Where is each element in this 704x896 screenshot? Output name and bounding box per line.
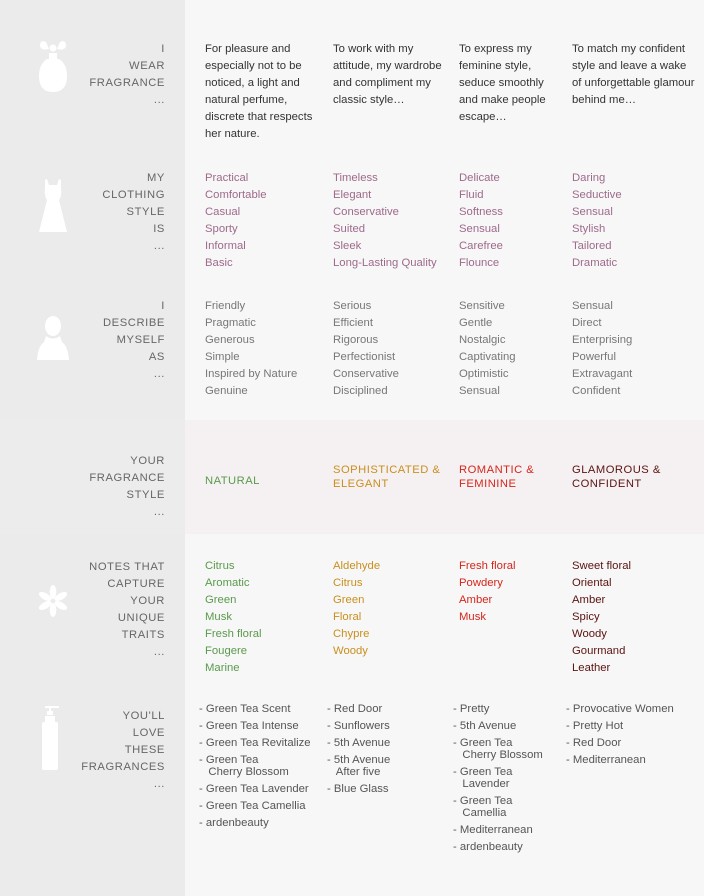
style-natural: NATURAL xyxy=(205,475,260,487)
row-clothing-label: MY CLOTHING STYLE IS ... xyxy=(102,172,165,252)
list-item[interactable]: - Green Tea Camellia xyxy=(199,800,306,812)
clothing-sophisticated-list xyxy=(333,170,437,272)
row-clothing xyxy=(0,153,704,281)
list-item[interactable]: - Red Door xyxy=(566,737,622,749)
lotion-bottle-icon xyxy=(36,705,70,771)
style-sophisticated: SOPHISTICATED & ELEGANT xyxy=(333,464,441,490)
list-item: Direct xyxy=(572,317,602,329)
list-item: Pragmatic xyxy=(205,317,256,329)
notes-sophisticated-list xyxy=(333,558,380,660)
list-item[interactable]: - Green Tea Intense xyxy=(199,720,299,732)
person-bust-icon xyxy=(36,314,70,362)
list-item[interactable]: - Green Tea Lavender xyxy=(199,783,309,795)
list-item[interactable]: - Provocative Women xyxy=(566,703,674,715)
perfume-bottle-icon xyxy=(36,40,70,94)
list-item[interactable]: - Green Tea Scent xyxy=(199,703,291,715)
list-item: Musk xyxy=(459,611,486,623)
list-item: Green xyxy=(333,594,365,606)
list-item: Fresh floral xyxy=(205,628,262,640)
list-item[interactable]: - Red Door xyxy=(327,703,383,715)
list-item: Chypre xyxy=(333,628,370,640)
row-love xyxy=(0,687,704,896)
list-item[interactable]: - Green Tea Revitalize xyxy=(199,737,311,749)
list-item[interactable]: - Sunflowers xyxy=(327,720,390,732)
list-item: Suited xyxy=(333,223,366,235)
list-item: Stylish xyxy=(572,223,606,235)
clothing-romantic-list xyxy=(459,170,503,272)
wear-glamorous-text: To match my confident style and leave a wake of unforgettable glamour behind me… xyxy=(572,43,695,106)
list-item: Citrus xyxy=(205,560,235,572)
row-style xyxy=(0,420,704,534)
list-item: Conservative xyxy=(333,206,399,218)
list-item: Enterprising xyxy=(572,334,633,346)
row-notes xyxy=(0,534,704,687)
notes-romantic-list xyxy=(459,558,516,626)
list-item: Tailored xyxy=(572,240,612,252)
row-notes-label: NOTES THAT CAPTURE YOUR UNIQUE TRAITS ... xyxy=(89,561,165,658)
list-item[interactable]: - 5th Avenue xyxy=(453,720,517,732)
list-item[interactable]: - 5th Avenue xyxy=(327,737,391,749)
row-wear xyxy=(0,0,704,153)
list-item[interactable]: - Green Tea Camellia xyxy=(453,795,513,819)
row-wear-label: I WEAR FRAGRANCE ... xyxy=(89,43,165,106)
describe-romantic-list xyxy=(459,298,516,400)
row-style-label: YOUR FRAGRANCE STYLE ... xyxy=(89,455,165,518)
list-item: Rigorous xyxy=(333,334,379,346)
list-item[interactable]: - Green Tea Lavender xyxy=(453,766,513,790)
list-item: Disciplined xyxy=(333,385,388,397)
list-item: Captivating xyxy=(459,351,516,363)
list-item: Conservative xyxy=(333,368,399,380)
list-item[interactable]: - Pretty Hot xyxy=(566,720,624,732)
list-item: Generous xyxy=(205,334,255,346)
list-item: Aldehyde xyxy=(333,560,381,572)
list-item: Sensual xyxy=(572,206,613,218)
list-item: Amber xyxy=(572,594,606,606)
list-item: Sensitive xyxy=(459,300,505,312)
list-item: Serious xyxy=(333,300,372,312)
wear-sophisticated-text: To work with my attitude, my wardrobe and compliment my classic style… xyxy=(333,43,442,106)
list-item: Flounce xyxy=(459,257,500,269)
list-item: Dramatic xyxy=(572,257,618,269)
list-item: Fresh floral xyxy=(459,560,516,572)
row-love-label: YOU'LL LOVE THESE FRAGRANCES ... xyxy=(81,710,165,790)
describe-glamorous-list xyxy=(572,298,632,400)
list-item: Green xyxy=(205,594,237,606)
list-item: Leather xyxy=(572,662,611,674)
list-item[interactable]: - Green Tea Cherry Blossom xyxy=(199,754,289,778)
list-item: Extravagant xyxy=(572,368,633,380)
list-item: Powerful xyxy=(572,351,616,363)
clothing-natural-list xyxy=(205,170,267,272)
list-item[interactable]: - 5th Avenue After five xyxy=(327,754,391,778)
list-item: Simple xyxy=(205,351,240,363)
list-item: Nostalgic xyxy=(459,334,506,346)
list-item: Fluid xyxy=(459,189,484,201)
list-item: Optimistic xyxy=(459,368,509,380)
list-item: Sensual xyxy=(572,300,613,312)
row-describe-label: I DESCRIBE MYSELF AS ... xyxy=(103,300,165,380)
wear-natural-text: For pleasure and especially not to be noticed, a light and natural perfume, discrete that respects her nature. xyxy=(205,43,313,140)
clothing-glamorous-list xyxy=(572,170,622,272)
love-glamorous-list xyxy=(566,703,674,771)
list-item: Oriental xyxy=(572,577,612,589)
list-item: Inspired by Nature xyxy=(205,368,298,380)
love-natural-list xyxy=(199,703,311,834)
list-item: Sensual xyxy=(459,385,500,397)
list-item[interactable]: - Pretty xyxy=(453,703,490,715)
list-item: Spicy xyxy=(572,611,600,623)
list-item: Informal xyxy=(205,240,246,252)
love-romantic-list xyxy=(453,703,543,858)
list-item: Daring xyxy=(572,172,606,184)
list-item[interactable]: - Green Tea Cherry Blossom xyxy=(453,737,543,761)
list-item: Carefree xyxy=(459,240,503,252)
list-item[interactable]: - Mediterranean xyxy=(453,824,533,836)
style-glamorous: GLAMOROUS & CONFIDENT xyxy=(572,464,661,490)
notes-glamorous-list xyxy=(572,558,631,677)
list-item: Casual xyxy=(205,206,241,218)
style-romantic: ROMANTIC & FEMININE xyxy=(459,464,535,490)
list-item: Sweet floral xyxy=(572,560,632,572)
list-item: Seductive xyxy=(572,189,622,201)
list-item[interactable]: - Blue Glass xyxy=(327,783,389,795)
list-item: Confident xyxy=(572,385,621,397)
describe-sophisticated-list xyxy=(333,298,399,400)
list-item: Comfortable xyxy=(205,189,267,201)
list-item: Fougere xyxy=(205,645,248,657)
list-item: Basic xyxy=(205,257,233,269)
list-item: Long-Lasting Quality xyxy=(333,257,437,269)
list-item: Sporty xyxy=(205,223,238,235)
list-item[interactable]: - ardenbeauty xyxy=(199,817,269,829)
list-item: Woody xyxy=(333,645,368,657)
list-item: Woody xyxy=(572,628,607,640)
list-item: Marine xyxy=(205,662,240,674)
list-item: Gentle xyxy=(459,317,493,329)
wear-romantic-text: To express my feminine style, seduce smoothly and make people escape… xyxy=(459,43,546,123)
list-item: Musk xyxy=(205,611,232,623)
dress-icon xyxy=(36,178,70,234)
notes-natural-list xyxy=(205,558,262,677)
list-item: Powdery xyxy=(459,577,503,589)
list-item[interactable]: - ardenbeauty xyxy=(453,841,523,853)
list-item: Timeless xyxy=(333,172,378,184)
row-describe xyxy=(0,281,704,420)
list-item: Softness xyxy=(459,206,503,218)
list-item: Sleek xyxy=(333,240,362,252)
list-item: Citrus xyxy=(333,577,363,589)
list-item: Efficient xyxy=(333,317,373,329)
list-item: Sensual xyxy=(459,223,500,235)
list-item: Gourmand xyxy=(572,645,626,657)
list-item[interactable]: - Mediterranean xyxy=(566,754,646,766)
describe-natural-list xyxy=(205,298,297,400)
list-item: Genuine xyxy=(205,385,248,397)
love-sophisticated-list xyxy=(327,703,390,800)
flower-icon xyxy=(36,584,70,618)
list-item: Amber xyxy=(459,594,493,606)
list-item: Friendly xyxy=(205,300,246,312)
list-item: Floral xyxy=(333,611,362,623)
list-item: Elegant xyxy=(333,189,372,201)
list-item: Delicate xyxy=(459,172,500,184)
list-item: Practical xyxy=(205,172,249,184)
list-item: Aromatic xyxy=(205,577,250,589)
list-item: Perfectionist xyxy=(333,351,396,363)
